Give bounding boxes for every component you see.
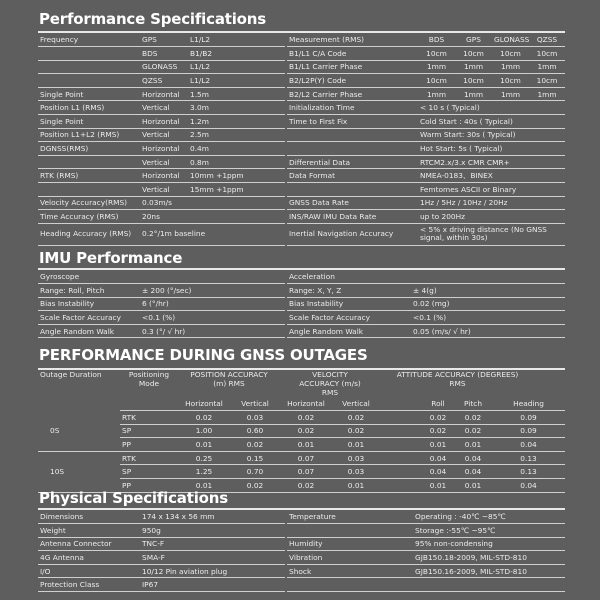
positioning-mode: PP — [120, 438, 178, 452]
table-row — [287, 142, 565, 156]
header-attitude-accuracy: ATTITUDE ACCURACY (DEGREES) RMS — [396, 370, 519, 388]
cell-value: B1/B2 — [188, 47, 285, 61]
cell-value: 1mm — [418, 60, 455, 74]
cell-value: 0.02 — [422, 424, 454, 438]
cell-value: 0.03 — [332, 451, 380, 465]
row-label: Angle Random Walk — [287, 324, 411, 338]
row-label: Inertial Navigation Accuracy — [287, 223, 418, 245]
outage-title: PERFORMANCE DURING GNSS OUTAGES — [39, 346, 368, 364]
cell-value: BDS — [140, 47, 188, 61]
table-row — [38, 155, 285, 169]
cell-value: 0.07 — [280, 465, 332, 479]
cell-value: 0.01 — [280, 438, 332, 452]
cell-value: 174 x 134 x 56 mm — [140, 510, 285, 524]
row-label — [38, 155, 140, 169]
subheader: Horizontal — [280, 397, 332, 411]
cell-value: GJB150.16-2009, MIL-STD-810 — [413, 564, 565, 578]
row-label — [287, 183, 418, 197]
cell-value: 0.02 — [280, 479, 332, 493]
row-label: Single Point — [38, 115, 140, 129]
cell-value: 0.03m/s — [140, 196, 285, 210]
physical-left-table — [38, 510, 285, 592]
cell-value: 0.13 — [492, 451, 565, 465]
table-row — [38, 115, 285, 129]
header-outage-duration: Outage Duration — [40, 370, 102, 379]
cell-value: <0.1 (%) — [140, 311, 285, 325]
cell-value: ± 200 (°/sec) — [140, 284, 285, 298]
cell-value: 1Hz / 5Hz / 10Hz / 20Hz — [418, 196, 565, 210]
cell-value: 10mm +1ppm — [188, 169, 285, 183]
row-label — [38, 47, 140, 61]
subheader: Pitch — [454, 397, 492, 411]
cell-value: 0.04 — [492, 438, 565, 452]
table-row — [38, 196, 285, 210]
spacer — [38, 397, 120, 411]
spacer — [380, 411, 422, 425]
table-row — [38, 47, 285, 61]
cell-value: 20ns — [140, 210, 285, 224]
cell-value: 0.01 — [178, 438, 230, 452]
subheader: Vertical — [332, 397, 380, 411]
table-row — [287, 33, 565, 47]
row-label: Scale Factor Accuracy — [38, 311, 140, 325]
table-row — [287, 60, 565, 74]
table-row — [287, 47, 565, 61]
row-label: Acceleration — [287, 270, 565, 284]
row-label: Scale Factor Accuracy — [287, 311, 411, 325]
row-label: Velocity Accuracy(RMS) — [38, 196, 140, 210]
table-row — [287, 510, 565, 524]
cell-value: 10cm — [529, 74, 565, 88]
performance-title: Performance Specifications — [39, 10, 266, 28]
cell-value: Cold Start : 40s ( Typical) — [418, 115, 565, 129]
row-label: B2/L2P(Y) Code — [287, 74, 418, 88]
cell-value: 0.02 — [280, 411, 332, 425]
cell-value: Vertical — [140, 183, 188, 197]
cell-value: 0.02 — [230, 479, 280, 493]
row-label: Bias Instability — [287, 297, 411, 311]
cell-value: RTCM2.x/3.x CMR CMR+ — [418, 155, 565, 169]
cell-value: 0.04 — [454, 465, 492, 479]
cell-value: <0.1 (%) — [411, 311, 565, 325]
table-row — [287, 74, 565, 88]
row-label — [38, 60, 140, 74]
cell-value: 0.4m — [188, 142, 285, 156]
cell-value: 1mm — [418, 87, 455, 101]
cell-value: GJB150.18-2009, MIL-STD-810 — [413, 551, 565, 565]
row-label: Shock — [287, 564, 413, 578]
imu-gyroscope-table — [38, 270, 285, 338]
table-row — [287, 101, 565, 115]
row-label: Position L1+L2 (RMS) — [38, 128, 140, 142]
cell-value: NMEA-0183、BINEX — [418, 169, 565, 183]
table-row — [38, 324, 285, 338]
table-row — [287, 297, 565, 311]
table-row — [287, 155, 565, 169]
row-label: Antenna Connector — [38, 537, 140, 551]
table-row — [287, 537, 565, 551]
row-label: Data Format — [287, 169, 418, 183]
cell-value: 0.07 — [280, 451, 332, 465]
cell-value: 10cm — [455, 47, 492, 61]
spacer — [380, 397, 422, 411]
row-label: Frequency — [38, 33, 140, 47]
table-row — [38, 210, 285, 224]
cell-value: 1.25 — [178, 465, 230, 479]
subheader: Heading — [492, 397, 565, 411]
cell-value: 10cm — [492, 74, 529, 88]
table-row — [287, 324, 565, 338]
row-label: Range: X, Y, Z — [287, 284, 411, 298]
table-row — [38, 451, 565, 465]
table-row — [38, 223, 285, 245]
cell-value: 0.09 — [492, 411, 565, 425]
row-label: INS/RAW IMU Data Rate — [287, 210, 418, 224]
cell-value: Hot Start: 5s ( Typical) — [418, 142, 565, 156]
outage-table — [38, 370, 565, 493]
outage-duration: 0S — [38, 411, 120, 452]
row-label: B1/L1 Carrier Phase — [287, 60, 418, 74]
cell-value: 0.04 — [422, 465, 454, 479]
performance-left-table — [38, 33, 285, 246]
cell-value: 950g — [140, 524, 285, 538]
cell-value: 0.04 — [422, 451, 454, 465]
cell-value: 0.02 — [332, 411, 380, 425]
row-label: Time to First Fix — [287, 115, 418, 129]
cell-value: up to 200Hz — [418, 210, 565, 224]
cell-value: 3.0m — [188, 101, 285, 115]
cell-value: Vertical — [140, 128, 188, 142]
table-row — [287, 210, 565, 224]
row-label: Protection Class — [38, 578, 140, 592]
row-label: Single Point — [38, 87, 140, 101]
cell-value — [413, 578, 565, 592]
cell-value: GLONASS — [492, 33, 529, 47]
cell-value: 0.02 — [178, 411, 230, 425]
row-label — [287, 128, 418, 142]
cell-value: Vertical — [140, 155, 188, 169]
cell-value: 10cm — [529, 47, 565, 61]
table-row — [287, 270, 565, 284]
row-label — [287, 524, 413, 538]
table-row — [38, 311, 285, 325]
table-row — [38, 33, 285, 47]
row-label — [287, 578, 413, 592]
header-positioning-mode: Positioning Mode — [128, 370, 170, 388]
cell-value: 1.2m — [188, 115, 285, 129]
cell-value: 0.02 — [230, 438, 280, 452]
cell-value: Femtomes ASCII or Binary — [418, 183, 565, 197]
table-row — [287, 115, 565, 129]
row-label: RTK (RMS) — [38, 169, 140, 183]
cell-value: 10cm — [492, 47, 529, 61]
row-label: Differential Data — [287, 155, 418, 169]
spacer — [380, 438, 422, 452]
row-label: Angle Random Walk — [38, 324, 140, 338]
cell-value: 0.01 — [454, 438, 492, 452]
header-position-accuracy: POSITION ACCURACY (m) RMS — [190, 370, 268, 388]
table-row — [38, 411, 565, 425]
table-row — [287, 128, 565, 142]
cell-value: 1mm — [455, 60, 492, 74]
table-row — [287, 284, 565, 298]
row-label: B1/L1 C/A Code — [287, 47, 418, 61]
imu-title: IMU Performance — [39, 249, 183, 267]
table-row — [38, 270, 285, 284]
positioning-mode: RTK — [120, 451, 178, 465]
table-row — [287, 311, 565, 325]
row-label: Temperature — [287, 510, 413, 524]
table-row — [38, 537, 285, 551]
table-row — [287, 196, 565, 210]
cell-value: 0.02 — [454, 411, 492, 425]
cell-value: 0.04 — [492, 479, 565, 493]
positioning-mode: SP — [120, 465, 178, 479]
cell-value: 15mm +1ppm — [188, 183, 285, 197]
cell-value: 0.02 — [280, 424, 332, 438]
table-row — [287, 578, 565, 592]
cell-value: 0.01 — [332, 479, 380, 493]
cell-value: Horizontal — [140, 169, 188, 183]
row-label: Heading Accuracy (RMS) — [38, 223, 140, 245]
row-label: Range: Roll, Pitch — [38, 284, 140, 298]
row-label: B2/L2 Carrier Phase — [287, 87, 418, 101]
table-row — [38, 510, 285, 524]
row-label — [287, 142, 418, 156]
table-row — [38, 564, 285, 578]
cell-value: 0.01 — [454, 479, 492, 493]
cell-value: GPS — [455, 33, 492, 47]
cell-value: 0.01 — [422, 479, 454, 493]
table-row — [38, 183, 285, 197]
subheader: Vertical — [230, 397, 280, 411]
cell-value: QZSS — [529, 33, 565, 47]
cell-value: 1mm — [492, 60, 529, 74]
cell-value: 0.09 — [492, 424, 565, 438]
cell-value: 0.70 — [230, 465, 280, 479]
row-label: I/O — [38, 564, 140, 578]
cell-value: 0.05 (m/s/ √ hr) — [411, 324, 565, 338]
cell-value: 10cm — [418, 47, 455, 61]
cell-value: 0.01 — [332, 438, 380, 452]
cell-value: 2.5m — [188, 128, 285, 142]
spacer — [120, 397, 178, 411]
row-label: DGNSS(RMS) — [38, 142, 140, 156]
cell-value: 1.00 — [178, 424, 230, 438]
table-row — [38, 578, 285, 592]
cell-value: 0.3 (°/ √ hr) — [140, 324, 285, 338]
cell-value: GLONASS — [140, 60, 188, 74]
positioning-mode: RTK — [120, 411, 178, 425]
cell-value: 10cm — [418, 74, 455, 88]
cell-value: 0.02 — [454, 424, 492, 438]
table-row — [38, 524, 285, 538]
positioning-mode: SP — [120, 424, 178, 438]
cell-value: L1/L2 — [188, 33, 285, 47]
cell-value: Storage :-55℃ ~95℃ — [413, 524, 565, 538]
outage-duration: 10S — [38, 451, 120, 492]
imu-acceleration-table — [287, 270, 565, 338]
table-row — [287, 223, 565, 245]
cell-value: 95% non-condensing — [413, 537, 565, 551]
cell-value: BDS — [418, 33, 455, 47]
cell-value: 0.8m — [188, 155, 285, 169]
table-row — [38, 169, 285, 183]
table-row — [38, 142, 285, 156]
cell-value: 6 (°/hr) — [140, 297, 285, 311]
physical-right-table — [287, 510, 565, 592]
cell-value: 1mm — [529, 60, 565, 74]
cell-value: 1.5m — [188, 87, 285, 101]
cell-value: Horizontal — [140, 87, 188, 101]
cell-value: Vertical — [140, 101, 188, 115]
spacer — [380, 424, 422, 438]
physical-title: Physical Specifications — [39, 489, 228, 507]
cell-value: 0.03 — [230, 411, 280, 425]
spacer — [380, 479, 422, 493]
performance-right-table — [287, 33, 565, 246]
table-row — [287, 551, 565, 565]
table-row — [287, 169, 565, 183]
cell-value: 0.03 — [332, 465, 380, 479]
cell-value: 0.01 — [422, 438, 454, 452]
subheader-row — [38, 397, 565, 411]
cell-value: SMA-F — [140, 551, 285, 565]
cell-value: L1/L2 — [188, 60, 285, 74]
cell-value: L1/L2 — [188, 74, 285, 88]
row-label: Weight — [38, 524, 140, 538]
cell-value: 1mm — [492, 87, 529, 101]
row-label — [38, 183, 140, 197]
cell-value: IP67 — [140, 578, 285, 592]
table-row — [38, 297, 285, 311]
cell-value: 0.02 — [332, 424, 380, 438]
row-label: 4G Antenna — [38, 551, 140, 565]
cell-value: 0.15 — [230, 451, 280, 465]
cell-value: 0.13 — [492, 465, 565, 479]
cell-value: 0.02 — [422, 411, 454, 425]
cell-value: QZSS — [140, 74, 188, 88]
cell-value: < 10 s ( Typical) — [418, 101, 565, 115]
row-label: Position L1 (RMS) — [38, 101, 140, 115]
table-row — [287, 564, 565, 578]
cell-value: 0.02 (mg) — [411, 297, 565, 311]
row-label: Humidity — [287, 537, 413, 551]
row-label: Gyroscope — [38, 270, 285, 284]
table-row — [287, 183, 565, 197]
table-row — [38, 128, 285, 142]
cell-value: Warm Start: 30s ( Typical) — [418, 128, 565, 142]
table-row — [38, 60, 285, 74]
subheader: Horizontal — [178, 397, 230, 411]
table-row — [38, 551, 285, 565]
row-label: Vibration — [287, 551, 413, 565]
positioning-mode: PP — [120, 479, 178, 493]
table-row — [38, 74, 285, 88]
row-label: Bias Instability — [38, 297, 140, 311]
cell-value: 1mm — [529, 87, 565, 101]
row-label: GNSS Data Rate — [287, 196, 418, 210]
row-label — [38, 74, 140, 88]
table-row — [38, 87, 285, 101]
cell-value: ± 4(g) — [411, 284, 565, 298]
table-row — [287, 87, 565, 101]
cell-value: 0.2°/1m baseline — [140, 223, 285, 245]
cell-value: 0.60 — [230, 424, 280, 438]
cell-value: 10cm — [455, 74, 492, 88]
cell-value: TNC-F — [140, 537, 285, 551]
header-velocity-accuracy: VELOCITY ACCURACY (m/s) RMS — [299, 370, 361, 397]
cell-value: Horizontal — [140, 142, 188, 156]
table-row — [38, 284, 285, 298]
row-label: Initialization Time — [287, 101, 418, 115]
spacer — [380, 465, 422, 479]
cell-value: 1mm — [455, 87, 492, 101]
cell-value: 0.01 — [178, 479, 230, 493]
cell-value: 0.04 — [454, 451, 492, 465]
subheader: Roll — [422, 397, 454, 411]
row-label: Measurement (RMS) — [287, 33, 418, 47]
cell-value: 0.25 — [178, 451, 230, 465]
cell-value: < 5% x driving distance (No GNSS signal, within 30s) — [418, 223, 565, 245]
cell-value: GPS — [140, 33, 188, 47]
row-label: Time Accuracy (RMS) — [38, 210, 140, 224]
row-label: Dimensions — [38, 510, 140, 524]
table-row — [287, 524, 565, 538]
cell-value: Operating : -40℃ ~85℃ — [413, 510, 565, 524]
table-row — [38, 101, 285, 115]
spacer — [380, 451, 422, 465]
cell-value: Horizontal — [140, 115, 188, 129]
cell-value: 10/12 Pin aviation plug — [140, 564, 285, 578]
